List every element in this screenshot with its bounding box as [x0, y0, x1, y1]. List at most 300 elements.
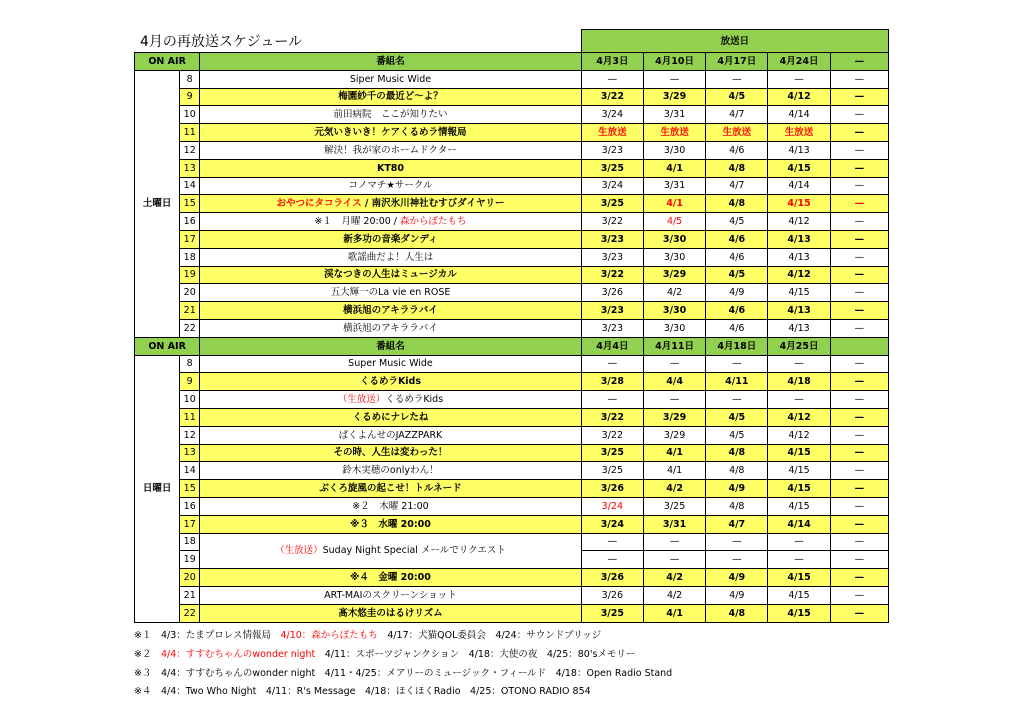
schedule-row	[135, 355, 889, 373]
program-name-text: / 南沢氷川神社むすびダイヤリー	[361, 198, 505, 210]
program-name-text: 元気いきいき！ケアくるめラ情報局	[314, 127, 467, 139]
program-name	[200, 373, 582, 391]
airdate-cell: 4/1	[643, 159, 705, 177]
hour-cell: 19	[180, 551, 200, 569]
airdate-cell: 4/9	[706, 569, 768, 587]
program-name	[200, 302, 582, 320]
airdate-cell: 生放送	[706, 124, 768, 142]
airdate-cell: 3/25	[643, 497, 705, 515]
hour-cell: 8	[180, 355, 200, 373]
date-header: 4月4日	[581, 337, 643, 355]
airdate-cell: 3/25	[581, 159, 643, 177]
schedule-row	[135, 426, 889, 444]
schedule-row	[135, 106, 889, 124]
schedule-row	[135, 319, 889, 337]
airdate-cell: 3/30	[643, 248, 705, 266]
program-name	[200, 480, 582, 498]
program-name	[200, 141, 582, 159]
hour-cell: 21	[180, 302, 200, 320]
airdate-cell: 4/2	[643, 569, 705, 587]
airdate-cell: 4/14	[768, 515, 830, 533]
footnote-text: 4/11：スポーツジャンクション 4/18：大使の夜 4/25：80'sメモリー	[315, 648, 636, 660]
hour-cell: 13	[180, 159, 200, 177]
airdate-cell: 4/6	[706, 141, 768, 159]
extra-cell: —	[830, 124, 888, 142]
airdate-cell: 3/30	[643, 319, 705, 337]
airdate-cell: 4/8	[706, 195, 768, 213]
airdate-cell: 4/5	[643, 213, 705, 231]
airdate-cell: 3/26	[581, 284, 643, 302]
program-name	[200, 604, 582, 622]
airdate-cell: 4/15	[768, 604, 830, 622]
extra-cell: —	[830, 88, 888, 106]
program-name	[200, 319, 582, 337]
program-name	[200, 586, 582, 604]
airdate-cell: 3/25	[581, 604, 643, 622]
date-header: 4月10日	[643, 53, 705, 71]
airdate-cell: 3/23	[581, 319, 643, 337]
airdate-cell: —	[643, 391, 705, 409]
airdate-cell: 4/13	[768, 302, 830, 320]
airdate-cell: 4/15	[768, 284, 830, 302]
airdate-cell: 3/25	[581, 462, 643, 480]
airdate-cell: —	[706, 533, 768, 551]
program-name	[200, 515, 582, 533]
airdate-cell: 3/31	[643, 515, 705, 533]
program-header: 番組名	[200, 53, 582, 71]
date-header: 4月3日	[581, 53, 643, 71]
airdate-cell: 4/7	[706, 106, 768, 124]
footnote-text: ※４ 4/4：Two Who Night 4/11：R's Message 4/18：ほくほくRadio 4/25：OTONO RADIO 854	[134, 686, 591, 698]
airdate-cell: 4/12	[768, 88, 830, 106]
extra-cell: —	[830, 159, 888, 177]
airdate-cell: 3/24	[581, 106, 643, 124]
airdate-cell: 4/5	[706, 213, 768, 231]
extra-cell: —	[830, 195, 888, 213]
program-name-text: その時、人生は変わった！	[333, 447, 448, 459]
extra-cell: —	[830, 462, 888, 480]
page-title: 4月の再放送スケジュール	[140, 34, 303, 50]
airdate-cell: 3/30	[643, 141, 705, 159]
airdate-cell: 4/15	[768, 195, 830, 213]
program-name	[200, 266, 582, 284]
hour-cell: 9	[180, 373, 200, 391]
airdate-cell: 4/15	[768, 444, 830, 462]
schedule-row	[135, 177, 889, 195]
hour-cell: 16	[180, 213, 200, 231]
hour-cell: 13	[180, 444, 200, 462]
hour-cell: 20	[180, 569, 200, 587]
airdate-cell: 4/18	[768, 373, 830, 391]
schedule-row	[135, 284, 889, 302]
airdate-cell: 3/23	[581, 248, 643, 266]
airdate-cell: 4/15	[768, 159, 830, 177]
extra-cell: —	[830, 141, 888, 159]
broadcast-day-header: 放送日	[581, 30, 888, 53]
extra-cell: —	[830, 213, 888, 231]
program-name-text: ぱくよんせのJAZZPARK	[338, 429, 443, 441]
hour-cell: 17	[180, 230, 200, 248]
program-name-text: Siper Music Wide	[349, 73, 432, 85]
airdate-cell: 4/15	[768, 586, 830, 604]
program-name	[200, 213, 582, 231]
program-name-text: （生放送）	[337, 394, 386, 406]
airdate-cell: 4/11	[706, 373, 768, 391]
program-name-text: コノマチ★サークル	[348, 180, 433, 192]
hour-cell: 14	[180, 462, 200, 480]
extra-cell: —	[830, 569, 888, 587]
hour-cell: 15	[180, 195, 200, 213]
title-cell	[135, 30, 582, 53]
program-name	[200, 284, 582, 302]
airdate-cell: 3/29	[643, 426, 705, 444]
program-name-text: 新多功の音楽ダンディ	[343, 233, 438, 245]
schedule-row	[135, 586, 889, 604]
airdate-cell: 4/8	[706, 497, 768, 515]
footnote-line	[134, 683, 672, 702]
schedule-row	[135, 213, 889, 231]
airdate-cell: —	[581, 70, 643, 88]
schedule-row	[135, 373, 889, 391]
schedule-row	[135, 159, 889, 177]
airdate-cell: —	[643, 355, 705, 373]
airdate-cell: 生放送	[581, 124, 643, 142]
airdate-cell: —	[581, 391, 643, 409]
program-name-text: 梅園紗千の最近ど～よ？	[338, 91, 443, 103]
program-name	[200, 533, 582, 569]
airdate-cell: —	[643, 551, 705, 569]
airdate-cell: 3/29	[643, 266, 705, 284]
program-name-text: くるめにナレたね	[352, 411, 429, 423]
extra-cell: —	[830, 586, 888, 604]
schedule-row	[135, 515, 889, 533]
schedule-row	[135, 391, 889, 409]
airdate-cell: 3/22	[581, 88, 643, 106]
airdate-cell: 4/8	[706, 462, 768, 480]
airdate-cell: 3/24	[581, 497, 643, 515]
schedule-row	[135, 444, 889, 462]
airdate-cell: 3/24	[581, 177, 643, 195]
on-air-header: ON AIR	[135, 337, 200, 355]
program-name-text: 鈴木実穂のonlyわん！	[342, 465, 439, 477]
airdate-cell: 3/22	[581, 213, 643, 231]
program-name	[200, 106, 582, 124]
airdate-cell: 4/4	[643, 373, 705, 391]
airdate-cell: 4/8	[706, 159, 768, 177]
hour-cell: 18	[180, 533, 200, 551]
airdate-cell: 4/5	[706, 88, 768, 106]
footnotes	[134, 627, 672, 702]
program-name-text: くるめラKids	[385, 394, 444, 406]
extra-cell: —	[830, 408, 888, 426]
hour-cell: 22	[180, 604, 200, 622]
program-name-text: 前田病院 ここが知りたい	[333, 109, 448, 121]
airdate-cell: 3/29	[643, 408, 705, 426]
extra-cell: —	[830, 480, 888, 498]
program-name-text: 森からぼたもち	[400, 216, 467, 228]
program-name-text: （生放送）	[275, 545, 323, 557]
airdate-cell: 4/9	[706, 480, 768, 498]
schedule-row	[135, 248, 889, 266]
extra-cell: —	[830, 604, 888, 622]
schedule-row	[135, 497, 889, 515]
airdate-cell: 3/25	[581, 195, 643, 213]
footnote-text: ※２	[134, 648, 161, 660]
footnote-text: 4/17：犬猫QOL委員会 4/24：サウンドブリッジ	[377, 630, 602, 641]
airdate-cell: —	[768, 551, 830, 569]
extra-cell: —	[830, 70, 888, 88]
program-name	[200, 355, 582, 373]
airdate-cell: 4/15	[768, 462, 830, 480]
date-header: 4月24日	[768, 53, 830, 71]
extra-header: —	[830, 53, 888, 71]
extra-header	[830, 337, 888, 355]
extra-cell: —	[830, 266, 888, 284]
program-name	[200, 230, 582, 248]
extra-cell: —	[830, 391, 888, 409]
program-name-text: ART-MAIのスクリーンショット	[324, 589, 457, 601]
airdate-cell: 4/9	[706, 586, 768, 604]
airdate-cell: 4/2	[643, 480, 705, 498]
airdate-cell: 4/1	[643, 195, 705, 213]
airdate-cell: 3/23	[581, 141, 643, 159]
airdate-cell: 4/2	[643, 586, 705, 604]
airdate-cell: 3/30	[643, 302, 705, 320]
extra-cell: —	[830, 302, 888, 320]
airdate-cell: 3/31	[643, 177, 705, 195]
footnote-line	[134, 665, 672, 684]
airdate-cell: 4/12	[768, 266, 830, 284]
airdate-cell: —	[768, 391, 830, 409]
program-name-text: KT80	[376, 162, 405, 174]
airdate-cell: 4/5	[706, 408, 768, 426]
program-name	[200, 426, 582, 444]
airdate-cell: 3/24	[581, 515, 643, 533]
on-air-header: ON AIR	[135, 53, 200, 71]
airdate-cell: 4/1	[643, 604, 705, 622]
day-label: 日曜日	[135, 355, 180, 622]
extra-cell: —	[830, 248, 888, 266]
schedule-row	[135, 604, 889, 622]
program-name	[200, 444, 582, 462]
airdate-cell: 3/30	[643, 230, 705, 248]
program-header: 番組名	[200, 337, 582, 355]
airdate-cell: 4/7	[706, 177, 768, 195]
hour-cell: 18	[180, 248, 200, 266]
hour-cell: 12	[180, 426, 200, 444]
airdate-cell: 4/5	[706, 426, 768, 444]
airdate-cell: 4/15	[768, 497, 830, 515]
hour-cell: 14	[180, 177, 200, 195]
program-name-text: Super Music Wide	[348, 358, 433, 370]
extra-cell: —	[830, 177, 888, 195]
airdate-cell: 3/26	[581, 480, 643, 498]
footnote-text: ※１ 4/3：たまプロレス情報局	[134, 630, 281, 641]
hour-cell: 15	[180, 480, 200, 498]
airdate-cell: 3/26	[581, 586, 643, 604]
airdate-cell: 4/6	[706, 319, 768, 337]
airdate-cell: 4/13	[768, 248, 830, 266]
airdate-cell: 4/1	[643, 444, 705, 462]
hour-cell: 19	[180, 266, 200, 284]
extra-cell: —	[830, 284, 888, 302]
hour-cell: 12	[180, 141, 200, 159]
program-name-text: 五大輝一のLa vie en ROSE	[330, 287, 451, 299]
hour-cell: 20	[180, 284, 200, 302]
extra-cell: —	[830, 515, 888, 533]
program-name	[200, 177, 582, 195]
schedule-row	[135, 141, 889, 159]
airdate-cell: 4/6	[706, 302, 768, 320]
airdate-cell: 4/1	[643, 462, 705, 480]
airdate-cell: 4/12	[768, 408, 830, 426]
hour-cell: 22	[180, 319, 200, 337]
airdate-cell: —	[643, 70, 705, 88]
airdate-cell: —	[768, 355, 830, 373]
airdate-cell: 4/13	[768, 141, 830, 159]
airdate-cell: —	[706, 391, 768, 409]
airdate-cell: 3/22	[581, 408, 643, 426]
date-header: 4月11日	[643, 337, 705, 355]
program-name	[200, 248, 582, 266]
airdate-cell: —	[581, 355, 643, 373]
airdate-cell: 4/13	[768, 319, 830, 337]
schedule-row	[135, 462, 889, 480]
program-name	[200, 88, 582, 106]
airdate-cell: 4/6	[706, 248, 768, 266]
program-name	[200, 391, 582, 409]
airdate-cell: 3/22	[581, 426, 643, 444]
airdate-cell: —	[581, 533, 643, 551]
airdate-cell: —	[706, 551, 768, 569]
hour-cell: 10	[180, 391, 200, 409]
airdate-cell: 4/6	[706, 230, 768, 248]
schedule-row	[135, 569, 889, 587]
program-name-text: ※３ 水曜 20:00	[350, 518, 431, 530]
extra-cell: —	[830, 355, 888, 373]
program-name	[200, 124, 582, 142]
hour-cell: 17	[180, 515, 200, 533]
airdate-cell: 4/13	[768, 230, 830, 248]
schedule-row	[135, 408, 889, 426]
airdate-cell: 4/2	[643, 284, 705, 302]
schedule-row	[135, 480, 889, 498]
schedule-table	[134, 29, 889, 623]
hour-cell: 21	[180, 586, 200, 604]
airdate-cell: —	[768, 533, 830, 551]
program-name-text: おやつにタコライス	[276, 198, 362, 210]
airdate-cell: —	[768, 70, 830, 88]
program-name	[200, 462, 582, 480]
program-name	[200, 159, 582, 177]
airdate-cell: 4/12	[768, 426, 830, 444]
program-name-text: 横浜旭のアキララバイ	[343, 305, 438, 317]
airdate-cell: 3/23	[581, 230, 643, 248]
airdate-cell: 3/31	[643, 106, 705, 124]
extra-cell: —	[830, 497, 888, 515]
schedule-row	[135, 124, 889, 142]
program-name-text: Suday Night Special メールでリクエスト	[322, 545, 506, 557]
hour-cell: 16	[180, 497, 200, 515]
airdate-cell: 4/9	[706, 284, 768, 302]
program-name	[200, 569, 582, 587]
hour-cell: 11	[180, 408, 200, 426]
footnote-line	[134, 646, 672, 665]
program-name-text: ぶくろ旋風の起こせ！トルネード	[319, 483, 462, 495]
extra-cell: —	[830, 319, 888, 337]
airdate-cell: —	[643, 533, 705, 551]
airdate-cell: 生放送	[643, 124, 705, 142]
schedule-row	[135, 533, 889, 551]
schedule-row	[135, 195, 889, 213]
airdate-cell: 3/25	[581, 444, 643, 462]
schedule-row	[135, 230, 889, 248]
program-name-text: ※１ 月曜 20:00 /	[314, 216, 401, 228]
date-header: 4月18日	[706, 337, 768, 355]
day-label: 土曜日	[135, 70, 180, 337]
program-name-text: ※２ 木曜 21:00	[352, 500, 429, 512]
airdate-cell: 4/5	[706, 266, 768, 284]
program-name-text: 歌謡曲だよ！人生は	[347, 251, 434, 263]
airdate-cell: —	[581, 551, 643, 569]
airdate-cell: 4/8	[706, 604, 768, 622]
airdate-cell: 3/28	[581, 373, 643, 391]
airdate-cell: 4/15	[768, 569, 830, 587]
footnote-line	[134, 627, 672, 646]
program-name-text: くるめラKids	[359, 376, 422, 388]
airdate-cell: —	[706, 355, 768, 373]
schedule-row	[135, 302, 889, 320]
schedule-row	[135, 88, 889, 106]
schedule-row	[135, 70, 889, 88]
airdate-cell: 3/23	[581, 302, 643, 320]
footnote-text: ※３ 4/4：すすむちゃんのwonder night 4/11・4/25：メアリーのミュージック・フィールド 4/18：Open Radio Stand	[134, 667, 673, 679]
program-name-text: 横浜旭のアキララバイ	[343, 322, 438, 334]
hour-cell: 10	[180, 106, 200, 124]
airdate-cell: 4/15	[768, 480, 830, 498]
extra-cell: —	[830, 230, 888, 248]
program-name	[200, 408, 582, 426]
airdate-cell: 生放送	[768, 124, 830, 142]
section-header-row	[135, 53, 889, 71]
program-name	[200, 70, 582, 88]
schedule-row	[135, 266, 889, 284]
program-name-text: ※４ 金曜 20:00	[350, 572, 431, 583]
airdate-cell: 4/14	[768, 177, 830, 195]
extra-cell: —	[830, 551, 888, 569]
airdate-cell: 4/8	[706, 444, 768, 462]
extra-cell: —	[830, 426, 888, 444]
date-header: 4月25日	[768, 337, 830, 355]
extra-cell: —	[830, 533, 888, 551]
program-name-text: 解決！我が家のホームドクター	[324, 144, 457, 156]
hour-cell: 8	[180, 70, 200, 88]
airdate-cell: 3/26	[581, 569, 643, 587]
extra-cell: —	[830, 373, 888, 391]
footnote-text: 4/10：森からぼたもち	[280, 630, 378, 641]
extra-cell: —	[830, 106, 888, 124]
airdate-cell: 3/29	[643, 88, 705, 106]
program-name-text: 髙木悠圭のはるけリズム	[338, 607, 443, 619]
date-header: 4月17日	[706, 53, 768, 71]
section-header-row	[135, 337, 889, 355]
program-name-text: 渓なつきの人生はミュージカル	[324, 269, 457, 281]
airdate-cell: —	[706, 70, 768, 88]
airdate-cell: 4/14	[768, 106, 830, 124]
program-name	[200, 497, 582, 515]
program-name	[200, 195, 582, 213]
hour-cell: 11	[180, 124, 200, 142]
